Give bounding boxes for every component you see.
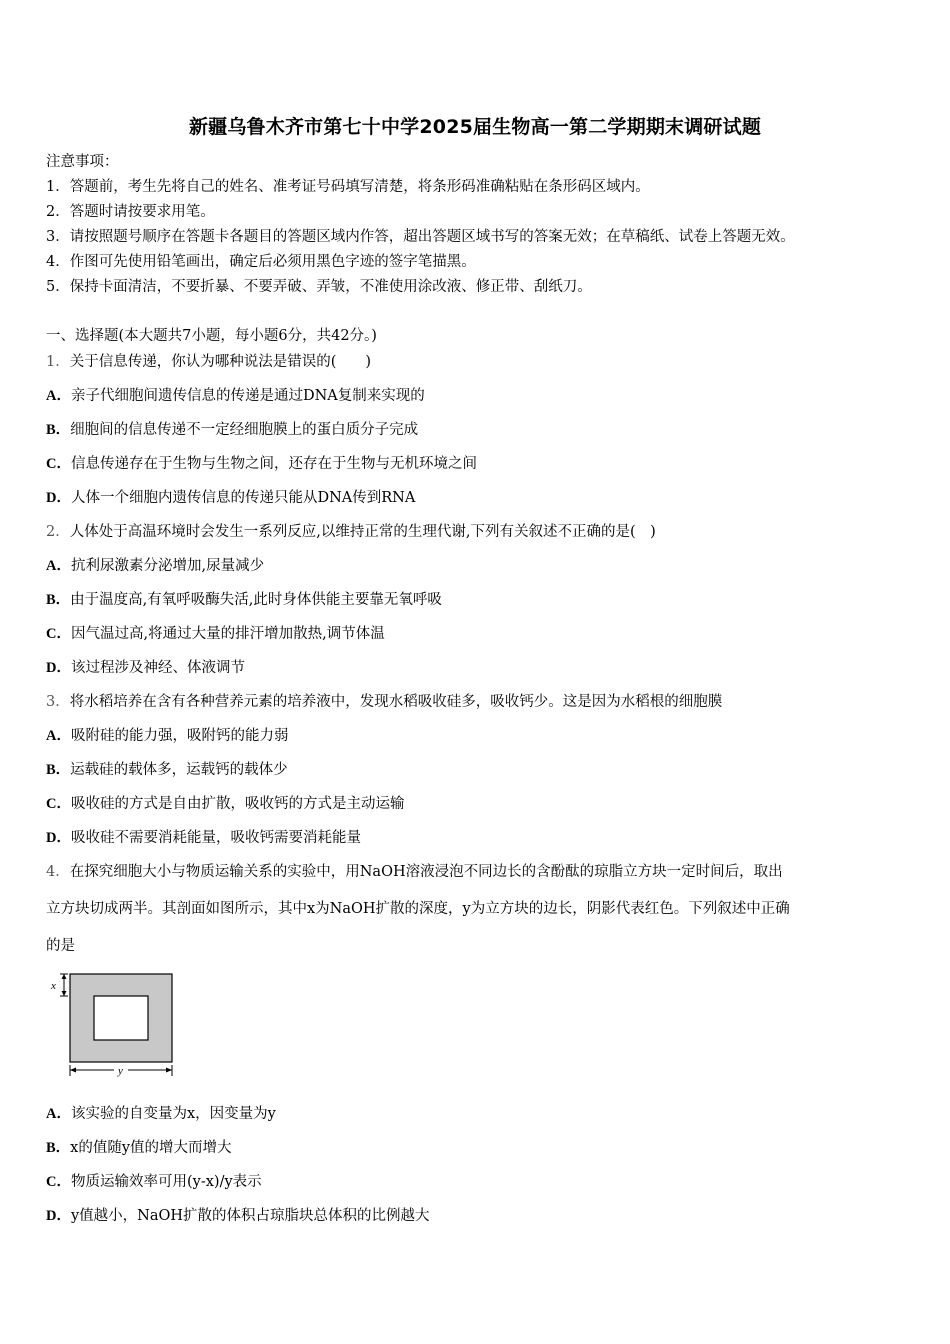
option-row bbox=[46, 658, 245, 678]
option-row bbox=[46, 794, 404, 814]
option-label: B． bbox=[46, 592, 71, 608]
option-row bbox=[46, 1172, 262, 1192]
option-text: 由于温度高,有氧呼吸酶失活,此时身体供能主要靠无氧呼吸 bbox=[70, 592, 442, 608]
inner-white-square bbox=[94, 996, 148, 1040]
option-text: 信息传递存在于生物与生物之间，还存在于生物与无机环境之间 bbox=[70, 456, 477, 472]
x-label: x bbox=[51, 980, 56, 992]
question-text: 将水稻培养在含有各种营养元素的培养液中，发现水稻吸收硅多，吸收钙少。这是因为水稻根的细胞膜 bbox=[69, 694, 723, 710]
question-number: 4． bbox=[46, 864, 70, 880]
question-text-continued: 的是 bbox=[46, 938, 75, 954]
option-label: C． bbox=[46, 626, 71, 642]
option-text: 因气温过高,将通过大量的排汗增加散热,调节体温 bbox=[70, 626, 385, 642]
option-row bbox=[46, 1206, 430, 1226]
option-text: 吸附硅的能力强，吸附钙的能力弱 bbox=[70, 728, 289, 744]
option-text: 细胞间的信息传递不一定经细胞膜上的蛋白质分子完成 bbox=[70, 422, 419, 438]
page-title: 新疆乌鲁木齐市第七十中学2025届生物高一第二学期期末调研试题 bbox=[188, 116, 762, 138]
question-number: 3． bbox=[46, 694, 70, 710]
option-label: C． bbox=[46, 1174, 71, 1190]
option-row bbox=[46, 590, 442, 610]
option-label: A． bbox=[46, 388, 71, 404]
option-row bbox=[46, 726, 288, 746]
option-label: D． bbox=[46, 660, 71, 676]
question-4-stem bbox=[46, 862, 783, 882]
option-row bbox=[46, 1138, 232, 1158]
option-label: B． bbox=[46, 762, 71, 778]
notice-heading: 注意事项： bbox=[46, 154, 119, 170]
option-row bbox=[46, 760, 288, 780]
option-label: A． bbox=[46, 1106, 71, 1122]
option-text: 物质运输效率可用(y-x)/y表示 bbox=[70, 1174, 262, 1190]
option-text: y值越小，NaOH扩散的体积占琼脂块总体积的比例越大 bbox=[70, 1208, 430, 1224]
option-label: D． bbox=[46, 1208, 71, 1224]
notice-item: 2．答题时请按要求用笔。 bbox=[46, 204, 215, 220]
question-text: 在探究细胞大小与物质运输关系的实验中，用NaOH溶液浸泡不同边长的含酚酞的琼脂立方块一定时间后，取出 bbox=[69, 864, 783, 880]
question-number: 1． bbox=[46, 354, 70, 370]
notice-item: 4．作图可先使用铅笔画出，确定后必须用黑色字迹的签字笔描黑。 bbox=[46, 254, 476, 270]
option-label: D． bbox=[46, 830, 71, 846]
option-text: 人体一个细胞内遗传信息的传递只能从DNA传到RNA bbox=[70, 490, 416, 506]
option-text: 抗利尿激素分泌增加,尿量减少 bbox=[70, 558, 265, 574]
option-row bbox=[46, 386, 425, 406]
option-text: 运载硅的载体多，运载钙的载体少 bbox=[70, 762, 288, 778]
option-label: C． bbox=[46, 796, 71, 812]
agar-cube-cross-section-diagram bbox=[46, 970, 186, 1080]
option-text: 该过程涉及神经、体液调节 bbox=[70, 660, 245, 676]
y-label: y bbox=[118, 1065, 123, 1077]
option-label: B． bbox=[46, 1140, 71, 1156]
option-text: x的值随y值的增大而增大 bbox=[70, 1140, 232, 1156]
option-row bbox=[46, 556, 264, 576]
option-text: 吸收硅的方式是自由扩散，吸收钙的方式是主动运输 bbox=[70, 796, 405, 812]
option-row bbox=[46, 624, 385, 644]
option-text: 亲子代细胞间遗传信息的传递是通过DNA复制来实现的 bbox=[70, 388, 425, 404]
question-2-stem bbox=[46, 522, 656, 542]
option-label: A． bbox=[46, 728, 71, 744]
question-text: 人体处于高温环境时会发生一系列反应,以维持正常的生理代谢,下列有关叙述不正确的是( ) bbox=[69, 524, 656, 540]
question-number: 2． bbox=[46, 524, 70, 540]
section-heading: 一、选择题(本大题共7小题，每小题6分，共42分。) bbox=[46, 328, 377, 344]
option-label: A． bbox=[46, 558, 71, 574]
question-text-continued: 立方块切成两半。其剖面如图所示，其中x为NaOH扩散的深度，y为立方块的边长，阴影代表红色。下列叙述中正确 bbox=[46, 901, 790, 917]
notice-item: 5．保持卡面清洁，不要折暴、不要弄破、弄皱，不准使用涂改液、修正带、刮纸刀。 bbox=[46, 279, 592, 295]
question-1-stem bbox=[46, 352, 371, 372]
option-text: 吸收硅不需要消耗能量，吸收钙需要消耗能量 bbox=[70, 830, 361, 846]
option-row bbox=[46, 454, 477, 474]
question-text: 关于信息传递，你认为哪种说法是错误的( ) bbox=[69, 354, 372, 370]
option-text: 该实验的自变量为x，因变量为y bbox=[70, 1106, 276, 1122]
option-label: C． bbox=[46, 456, 71, 472]
notice-item: 3．请按照题号顺序在答题卡各题目的答题区域内作答，超出答题区域书写的答案无效；在草稿纸、试卷上答题无效。 bbox=[46, 229, 795, 245]
option-row bbox=[46, 488, 415, 508]
question-3-stem bbox=[46, 692, 722, 712]
option-row bbox=[46, 420, 418, 440]
option-label: D． bbox=[46, 490, 71, 506]
option-row bbox=[46, 1104, 276, 1124]
option-label: B． bbox=[46, 422, 71, 438]
notice-item: 1．答题前，考生先将自己的姓名、准考证号码填写清楚，将条形码准确粘贴在条形码区域内。 bbox=[46, 179, 650, 195]
option-row bbox=[46, 828, 361, 848]
